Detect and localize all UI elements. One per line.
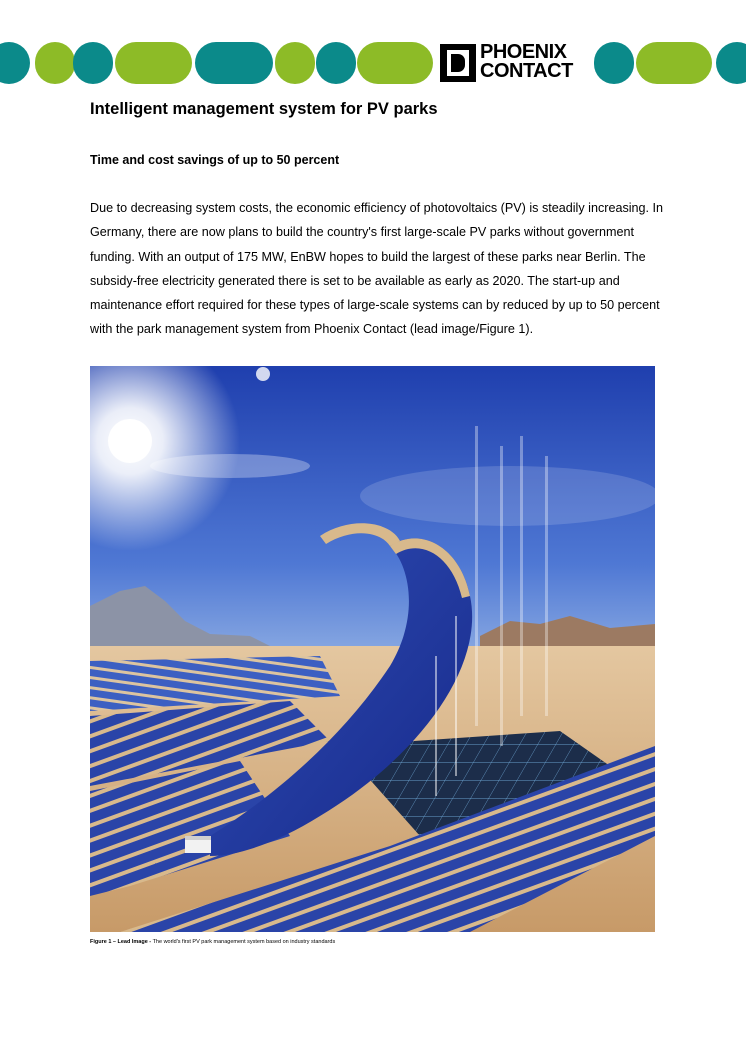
logo-line-1: PHOENIX [480, 41, 567, 63]
caption-label: Figure 1 – Lead Image - [90, 939, 152, 945]
logo-line-2: CONTACT [480, 60, 573, 82]
brand-dot [716, 42, 746, 84]
phoenix-contact-logo [440, 42, 590, 84]
brand-pill [195, 42, 273, 84]
brand-pill [636, 42, 712, 84]
figure-caption [90, 939, 335, 945]
brand-header-bar [0, 42, 746, 84]
lead-image [90, 366, 655, 932]
brand-dot [594, 42, 634, 84]
caption-text: The world's first PV park management system based on industry standards [151, 939, 336, 945]
brand-dot [275, 42, 315, 84]
brand-dot [73, 42, 113, 84]
article-subtitle: Time and cost savings of up to 50 percent [90, 153, 340, 167]
brand-dot [316, 42, 356, 84]
brand-dot [0, 42, 30, 84]
brand-dot [35, 42, 75, 84]
brand-pill [357, 42, 433, 84]
article-title: Intelligent management system for PV parks [90, 100, 438, 118]
brand-pill [115, 42, 192, 84]
logo-mark-icon [440, 44, 476, 82]
article-body: Due to decreasing system costs, the economic efficiency of photovoltaics (PV) is steadily increasing. In Germany, there are now plans to build the country's first large-scale PV parks without government funding. With an output of 175 MW, EnBW hopes to build the largest of these parks near Berlin. The subsidy-free electricity generated there is set to be available as early as 2020. The start-up and maintenance effort required for these types of large-scale systems can by reduced by up to 50 percent with the park management system from Phoenix Contact (lead image/Figure 1). [90, 201, 664, 337]
